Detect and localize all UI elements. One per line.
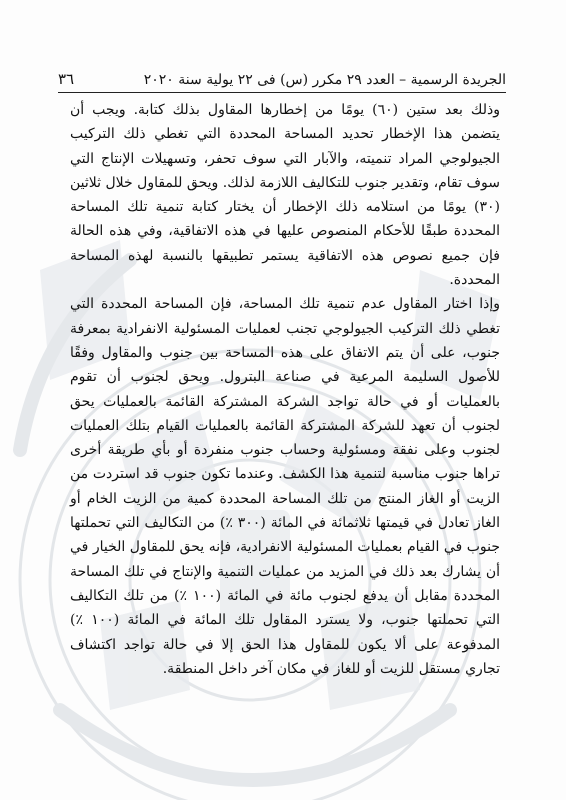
paragraph: وذلك بعد ستين (٦٠) يومًا من إخطارها المقاول بذلك كتابة. ويجب أن يتضمن هذا الإخطار تحديد المساحة المحددة التي تغطي ذلك التركيب الجيولوجي المراد تنميته، والآبار التي سوف تحفر، وتسهيلات الإنتاج التي سوف تقام، وتقدير جنوب للتكاليف اللازمة لذلك. ويحق للمقاول خلال ثلاثين (٣٠) يومًا من استلامه ذلك الإخطار أن يختار كتابة تنمية تلك المساحة المحددة طبقًا للأحكام المنصوص عليها في هذه الاتفاقية، وفي هذه الحالة فإن جميع نصوص هذه الاتفاقية يستمر تطبيقها بالنسبة لهذه المساحة المحددة. bbox=[70, 102, 501, 289]
page-number: ٣٦ bbox=[58, 70, 75, 88]
paragraph: وإذا اختار المقاول عدم تنمية تلك المساحة، فإن المساحة المحددة التي تغطي ذلك التركيب الجيولوجي تجنب لعمليات المسئولية الانفرادية بمعرفة جنوب، على أن يتم الاتفاق على هذه المساحة بين جنوب والمقاول وفقًا للأصول السليمة المرعية في صناعة البترول. ويحق لجنوب أن تقوم بالعمليات أو في حالة تواجد الشركة المشتركة القائمة بالعمليات يحق لجنوب أن تعهد للشركة المشتركة القائمة بالعمليات القيام بتلك العمليات لجنوب وعلى نفقة ومسئولية وحساب جنوب منفردة أو بأي طريقة أخرى تراها جنوب مناسبة لتنمية هذا الكشف. وعندما تكون جنوب قد استردت من الزيت أو الغاز المنتج من تلك المساحة المحددة كمية من الزيت الخام أو الغاز تعادل في قيمتها ثلاثمائة في المائة (٣٠٠ ٪) من التكاليف التي تحملتها جنوب في القيام بعمليات المسئولية الانفرادية، فإنه يحق للمقاول الخيار في أن يشارك بعد ذلك في المزيد من عمليات التنمية والإنتاج في تلك المساحة المحددة مقابل أن يدفع لجنوب مائة في المائة (١٠٠ ٪) من تلك التكاليف التي تحملتها جنوب، ولا يسترد المقاول تلك المائة في المائة (١٠٠ ٪) المدفوعة على ألا يكون للمقاول هذا الحق إلا في حالة تواجد اكتشاف تجاري مستقل للزيت أو للغاز في مكان آخر داخل المنطقة. bbox=[70, 296, 501, 677]
page-header bbox=[58, 60, 506, 93]
gazette-title: الجريدة الرسمية – العدد ٢٩ مكرر (س) فى ٢٢ يولية سنة ٢٠٢٠ bbox=[143, 72, 506, 88]
document-body bbox=[70, 98, 500, 681]
